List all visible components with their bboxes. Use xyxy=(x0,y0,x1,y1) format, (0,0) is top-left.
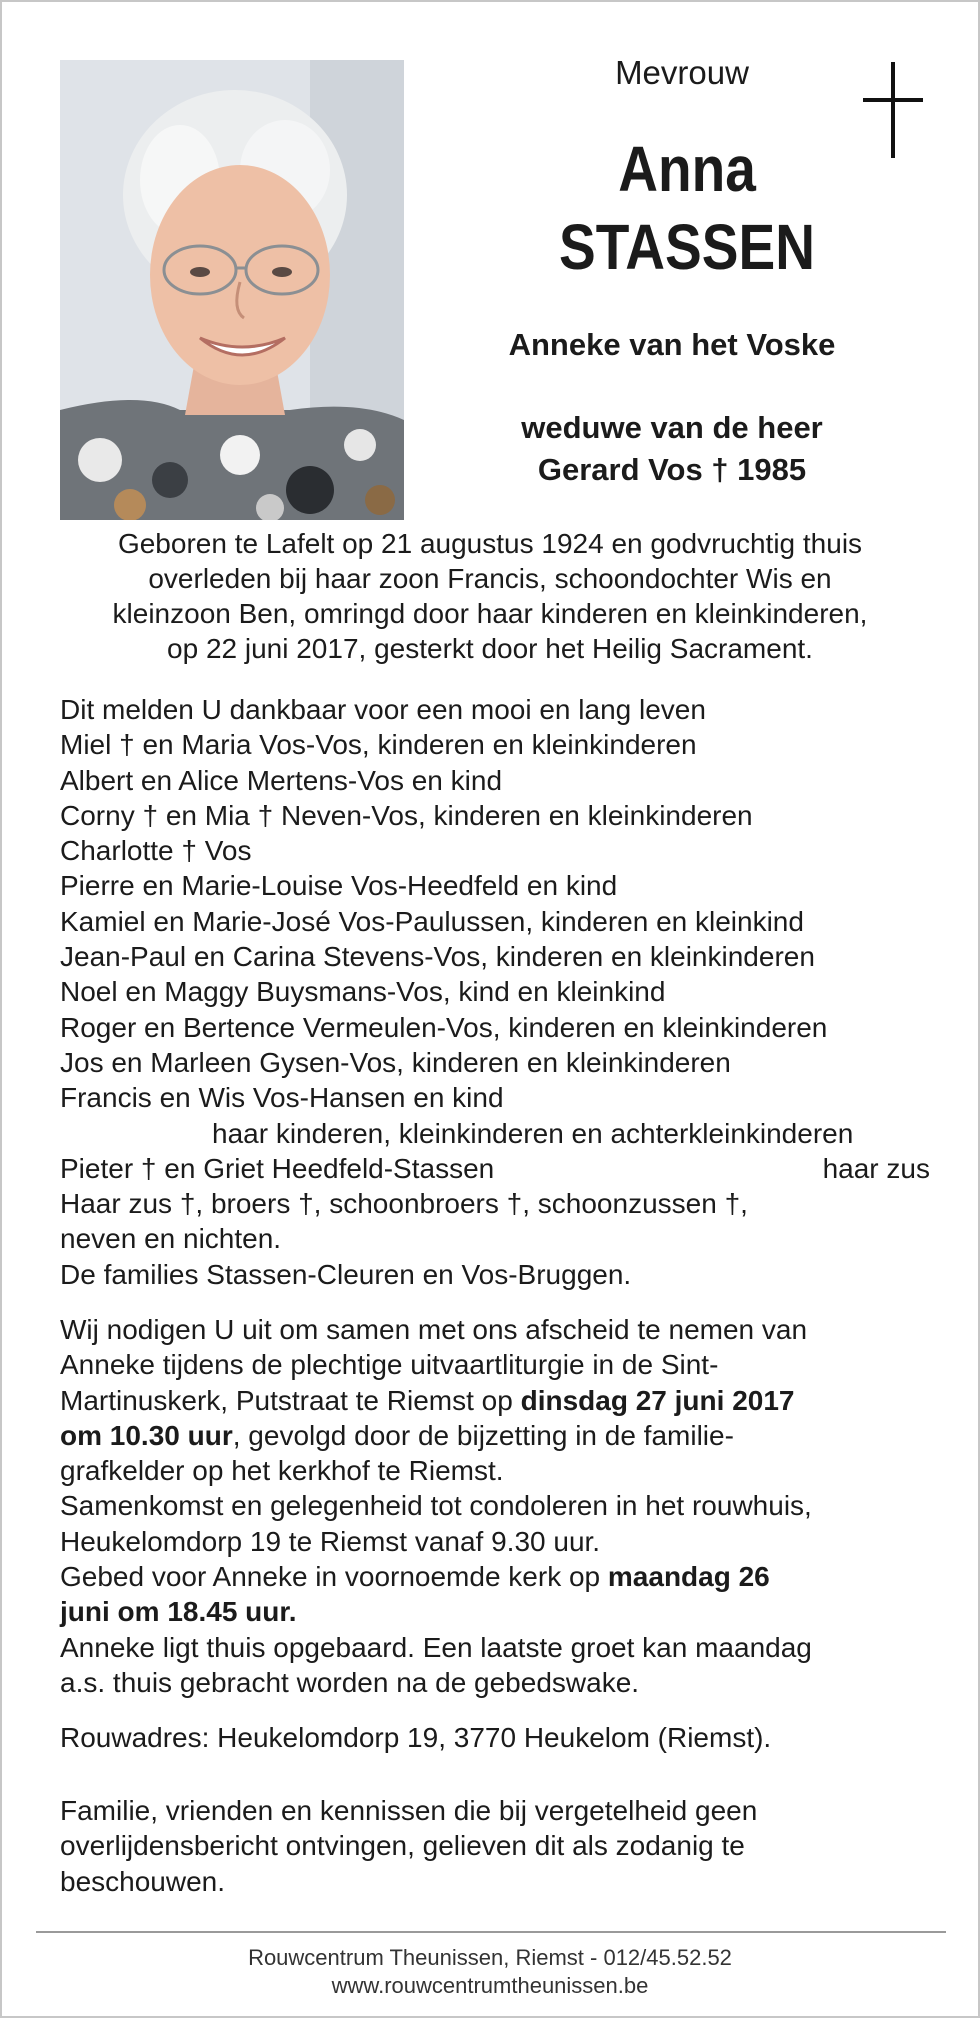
funeral-home-info: Rouwcentrum Theunissen, Riemst - 012/45.52.52 xyxy=(248,1945,732,1970)
family-line: Albert en Alice Mertens-Vos en kind xyxy=(60,764,503,796)
closing-line: beschouwen. xyxy=(60,1865,226,1897)
widow-notice xyxy=(442,407,902,491)
footer xyxy=(2,1944,978,2000)
funeral-service-info xyxy=(60,1312,930,1700)
family-line: Roger en Bertence Vermeulen-Vos, kinderen en kleinkinderen xyxy=(60,1011,828,1043)
family-line: neven en nichten. xyxy=(60,1223,282,1255)
service-line: grafkelder op het kerkhof te Riemst. xyxy=(60,1455,504,1487)
closing-line: overlijdensbericht ontvingen, gelieven dit als zodanig te xyxy=(60,1830,745,1862)
service-line: Anneke tijdens de plechtige uitvaartliturgie in de Sint- xyxy=(60,1349,719,1381)
service-time: om 10.30 uur xyxy=(60,1419,233,1451)
nickname: Anneke van het Voske xyxy=(508,327,836,362)
service-line: Heukelomdorp 19 te Riemst vanaf 9.30 uur. xyxy=(60,1525,601,1557)
family-line: Francis en Wis Vos-Hansen en kind xyxy=(60,1082,504,1114)
salutation: Mevrouw xyxy=(615,54,749,91)
family-line: Corny † en Mia † Neven-Vos, kinderen en kleinkinderen xyxy=(60,799,753,831)
family-line: Kamiel en Marie-José Vos-Paulussen, kinderen en kleinkind xyxy=(60,905,804,937)
statement-line: kleinzoon Ben, omringd door haar kinderen en kleinkinderen, xyxy=(112,598,868,629)
website-link[interactable]: www.rouwcentrumtheunissen.be xyxy=(331,1973,649,1998)
service-text: , gevolgd door de bijzetting in de familie- xyxy=(232,1419,734,1451)
service-text: Gebed voor Anneke in voornoemde kerk op xyxy=(60,1561,608,1593)
widow-line: weduwe van de heer xyxy=(521,410,823,445)
closing-line: Familie, vrienden en kennissen die bij vergetelheid geen xyxy=(60,1795,758,1826)
service-line xyxy=(60,1594,930,1629)
last-name: STASSEN xyxy=(559,211,815,283)
family-line: Miel † en Maria Vos-Vos, kinderen en kleinkinderen xyxy=(60,729,697,761)
service-line xyxy=(60,1559,930,1594)
service-line: a.s. thuis gebracht worden na de gebedswake. xyxy=(60,1666,640,1698)
statement-line: Geboren te Lafelt op 21 augustus 1924 en godvruchtig thuis xyxy=(117,528,863,559)
family-line: Noel en Maggy Buysmans-Vos, kind en kleinkind xyxy=(60,976,666,1008)
service-line xyxy=(60,1383,930,1418)
family-line: Jean-Paul en Carina Stevens-Vos, kinderen en kleinkinderen xyxy=(60,941,815,973)
family-line: Haar zus †, broers †, schoonbroers †, schoonzussen †, xyxy=(60,1188,748,1220)
widow-line: Gerard Vos † 1985 xyxy=(537,452,807,487)
service-line: Wij nodigen U uit om samen met ons afscheid te nemen van xyxy=(60,1314,808,1345)
footer-divider xyxy=(36,1931,946,1933)
sister-name: Pieter † en Griet Heedfeld-Stassen xyxy=(60,1152,495,1184)
family-line: Pierre en Marie-Louise Vos-Heedfeld en kind xyxy=(60,870,618,902)
portrait-photo xyxy=(60,60,404,520)
first-name: Anna xyxy=(618,133,756,205)
family-line: Dit melden U dankbaar voor een mooi en lang leven xyxy=(60,694,706,725)
family-list xyxy=(60,692,930,1292)
sister-line xyxy=(60,1151,930,1186)
family-line: De families Stassen-Cleuren en Vos-Bruggen. xyxy=(60,1258,632,1290)
statement-line: overleden bij haar zoon Francis, schoondochter Wis en xyxy=(148,563,832,594)
family-line: Charlotte † Vos xyxy=(60,835,252,867)
mourning-address: Rouwadres: Heukelomdorp 19, 3770 Heukelom (Riemst). xyxy=(60,1722,772,1753)
service-text: Martinuskerk, Putstraat te Riemst op xyxy=(60,1384,521,1416)
service-line xyxy=(60,1418,930,1453)
descendants-line: haar kinderen, kleinkinderen en achterkleinkinderen xyxy=(212,1117,854,1149)
service-line: Samenkomst en gelegenheid tot condoleren in het rouwhuis, xyxy=(60,1490,812,1522)
birth-death-statement xyxy=(60,526,920,666)
prayer-date: maandag 26 xyxy=(607,1561,770,1593)
statement-line: op 22 juni 2017, gesterkt door het Heilig Sacrament. xyxy=(167,633,813,664)
service-date: dinsdag 27 juni 2017 xyxy=(520,1384,795,1416)
closing-note xyxy=(60,1793,930,1899)
family-line: Jos en Marleen Gysen-Vos, kinderen en kleinkinderen xyxy=(60,1046,731,1078)
sister-relation: haar zus xyxy=(822,1152,930,1184)
prayer-time: juni om 18.45 uur. xyxy=(60,1596,297,1628)
service-line: Anneke ligt thuis opgebaard. Een laatste groet kan maandag xyxy=(60,1631,812,1663)
